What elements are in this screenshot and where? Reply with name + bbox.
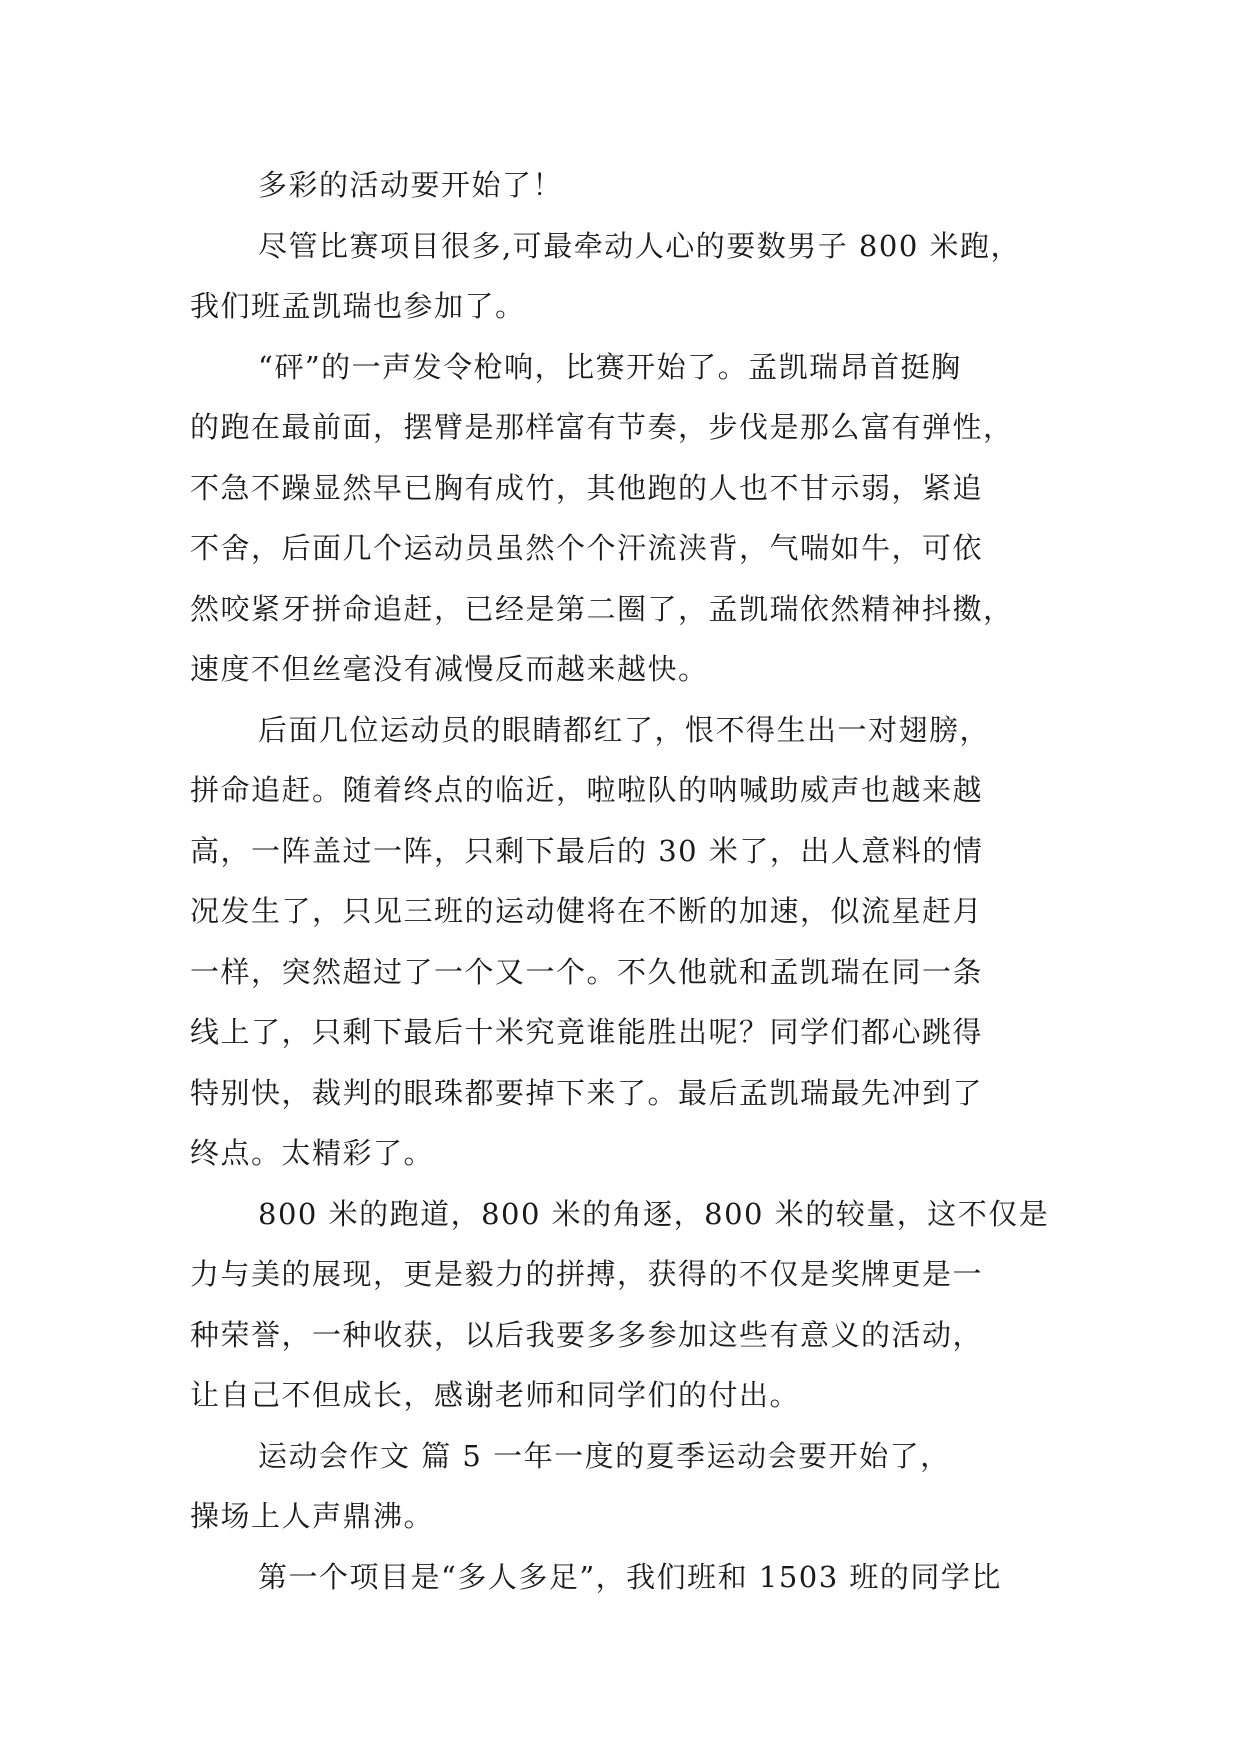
text-line: 终点。太精彩了。: [190, 1136, 435, 1170]
text-line: 力与美的展现，更是毅力的拼搏，获得的不仅是奖牌更是一: [190, 1257, 984, 1291]
text-line: “砰”的一声发令枪响，比赛开始了。孟凯瑞昂首挺胸: [258, 349, 962, 384]
text-line: 运动会作文 篇 5 一年一度的夏季运动会要开始了，: [258, 1438, 951, 1473]
text-line: 然咬紧牙拼命追赶，已经是第二圈了，孟凯瑞依然精神抖擞，: [190, 591, 1014, 626]
text-line: 拼命追赶。随着终点的临近，啦啦队的呐喊助威声也越来越: [190, 773, 984, 807]
text-line: 况发生了，只见三班的运动健将在不断的加速，似流星赶月: [190, 894, 984, 928]
document-body: [190, 155, 1070, 1607]
text-line: 速度不但丝毫没有减慢反而越来越快。: [190, 652, 709, 686]
text-line: 高，一阵盖过一阵，只剩下最后的 30 米了，出人意料的情: [190, 833, 984, 868]
text-line: 后面几位运动员的眼睛都红了，恨不得生出一对翅膀，: [258, 712, 991, 747]
text-line: 多彩的活动要开始了！: [258, 168, 564, 202]
text-line: 我们班孟凯瑞也参加了。: [190, 289, 526, 323]
text-line: 让自己不但成长，感谢老师和同学们的付出。: [190, 1378, 801, 1412]
text-line: 不舍，后面几个运动员虽然个个汗流浃背，气喘如牛，可依: [190, 531, 984, 565]
text-line: 种荣誉，一种收获，以后我要多多参加这些有意义的活动，: [190, 1317, 984, 1352]
text-line: 800 米的跑道，800 米的角逐，800 米的较量，这不仅是: [258, 1196, 1050, 1231]
text-line: 一样，突然超过了一个又一个。不久他就和孟凯瑞在同一条: [190, 954, 984, 989]
text-line: 的跑在最前面，摆臂是那样富有节奏，步伐是那么富有弹性，: [190, 410, 1014, 444]
text-line: 第一个项目是“多人多足”，我们班和 1503 班的同学比: [258, 1559, 1002, 1594]
text-line: 操场上人声鼎沸。: [190, 1499, 435, 1533]
text-line: 线上了，只剩下最后十米究竟谁能胜出呢？同学们都心跳得: [190, 1015, 984, 1049]
text-line: 特别快，裁判的眼珠都要掉下来了。最后孟凯瑞最先冲到了: [190, 1075, 984, 1110]
text-line: 尽管比赛项目很多,可最牵动人心的要数男子 800 米跑，: [258, 228, 1022, 263]
text-line: 不急不躁显然早已胸有成竹，其他跑的人也不甘示弱，紧追: [190, 470, 984, 505]
